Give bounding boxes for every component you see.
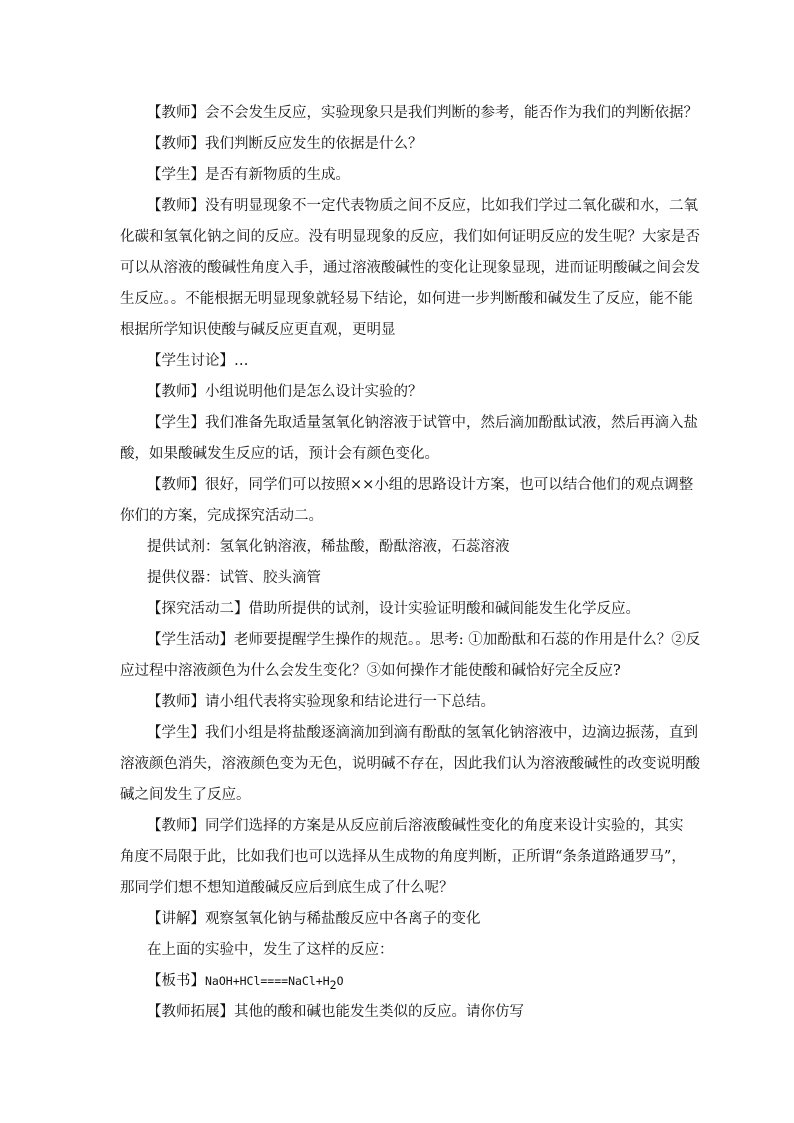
line: 【教师】很好，同学们可以按照××小组的思路设计方案，也可以结合他们的观点调整 bbox=[147, 477, 694, 493]
paragraph-lecture: 【讲解】观察氢氧化钠与稀盐酸反应中各离子的变化 bbox=[147, 911, 481, 927]
paragraph-teacher-question: 【教师】会不会发生反应，实验现象只是我们判断的参考，能否作为我们的判断依据？ bbox=[147, 105, 698, 121]
line: 酸，如果酸碱发生反应的话，预计会有颜色变化。 bbox=[120, 446, 439, 462]
paragraph-teacher-basis: 【教师】我们判断反应发生的依据是什么？ bbox=[147, 136, 423, 152]
line: 可以从溶液的酸碱性角度入手，通过溶液酸碱性的变化让现象显现，进而证明酸碱之间会发 bbox=[120, 260, 700, 276]
line: 应过程中溶液颜色为什么会发生变化？③如何操作才能使酸和碱恰好完全反应? bbox=[120, 663, 621, 679]
paragraph-teacher-explanation bbox=[120, 195, 700, 341]
line: 【学生】我们准备先取适量氢氧化钠溶液于试管中，然后滴加酚酞试液，然后再滴入盐 bbox=[147, 415, 698, 431]
equation-end: O bbox=[336, 974, 344, 988]
line: 【学生】我们小组是将盐酸逐滴滴加到滴有酚酞的氢氧化钠溶液中，边滴边振荡，直到 bbox=[147, 725, 698, 741]
line: 你们的方案，完成探究活动二。 bbox=[120, 508, 323, 524]
paragraph-teacher-extension: 【教师拓展】其他的酸和碱也能发生类似的反应。请你仿写 bbox=[147, 1004, 524, 1020]
paragraph-student-answer: 【学生】是否有新物质的生成。 bbox=[147, 167, 350, 183]
paragraph-teacher-group: 【教师】小组说明他们是怎么设计实验的？ bbox=[147, 384, 423, 400]
line: 【学生活动】老师要提醒学生操作的规范。。思考: ①加酚酞和石蕊的作用是什么？②反 bbox=[147, 632, 701, 648]
paragraph-teacher-perspective bbox=[120, 815, 686, 899]
board-label: 【板书】 bbox=[147, 973, 205, 989]
paragraph-board-equation bbox=[147, 970, 707, 992]
chemical-equation: NaOH+HCl====NaCl+H bbox=[205, 974, 330, 988]
line: 角度不局限于此，比如我们也可以选择从生成物的角度判断，正所谓“条条道路通罗马”， bbox=[120, 849, 686, 865]
equation-subscript: 2 bbox=[329, 977, 337, 992]
line: 【教师】没有明显现象不一定代表物质之间不反应，比如我们学过二氧化碳和水，二氧 bbox=[147, 198, 698, 214]
line: 溶液颜色消失，溶液颜色变为无色，说明碱不存在，因此我们认为溶液酸碱性的改变说明酸 bbox=[120, 756, 700, 772]
paragraph-activity-two: 【探究活动二】借助所提供的试剂，设计实验证明酸和碱间能发生化学反应。 bbox=[147, 601, 640, 617]
paragraph-teacher-summary: 【教师】请小组代表将实验现象和结论进行一下总结。 bbox=[147, 694, 495, 710]
line: 化碳和氢氧化钠之间的反应。没有明显现象的反应，我们如何证明反应的发生呢？大家是否 bbox=[120, 229, 700, 245]
paragraph-reagents: 提供试剂：氢氧化钠溶液，稀盐酸，酚酞溶液，石蕊溶液 bbox=[147, 539, 510, 555]
line: 【教师】同学们选择的方案是从反应前后溶液酸碱性变化的角度来设计实验的，其实 bbox=[147, 818, 684, 834]
paragraph-teacher-praise bbox=[120, 474, 694, 527]
paragraph-student-activity bbox=[120, 629, 701, 682]
line: 根据所学知识使酸与碱反应更直观，更明显 bbox=[120, 322, 396, 338]
line: 碱之间发生了反应。 bbox=[120, 787, 251, 803]
paragraph-reaction-intro: 在上面的实验中，发生了这样的反应： bbox=[147, 942, 394, 958]
paragraph-instruments: 提供仪器：试管、胶头滴管 bbox=[147, 570, 321, 586]
paragraph-student-plan bbox=[120, 412, 698, 465]
line: 那同学们想不想知道酸碱反应后到底生成了什么呢？ bbox=[120, 880, 454, 896]
paragraph-student-conclusion bbox=[120, 722, 700, 806]
line: 生反应。。不能根据无明显现象就轻易下结论，如何进一步判断酸和碱发生了反应，能不能 bbox=[120, 291, 693, 307]
paragraph-student-discussion: 【学生讨论】… bbox=[147, 353, 249, 369]
